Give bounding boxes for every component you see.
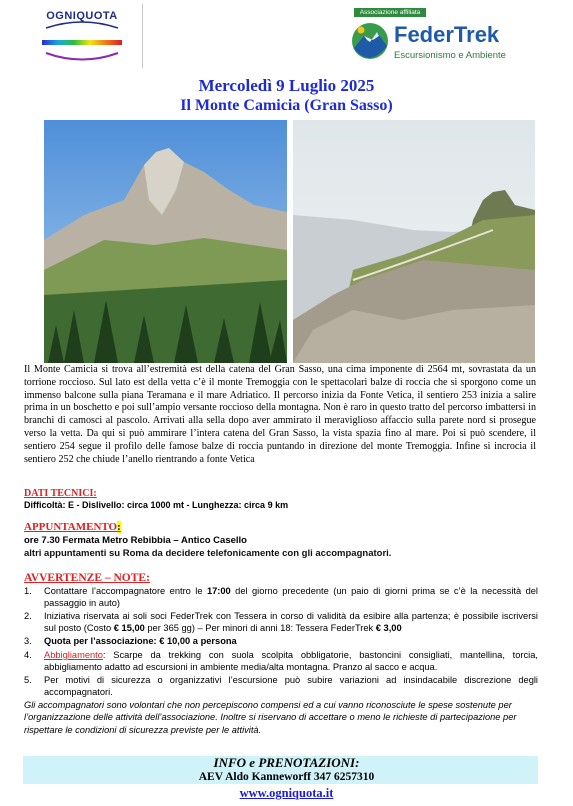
info-title: INFO e PRENOTAZIONI: <box>213 755 360 770</box>
federtrek-badge: Associazione affiliata <box>354 8 426 17</box>
mountain-photo-left <box>44 120 287 363</box>
warning-price: € 3,00 <box>375 622 402 633</box>
tech-data-heading: DATI TECNICI: <box>24 488 97 499</box>
disclaimer-text: Gli accompagnatori sono volontari che non percepiscono compensi ed a cui vanno riconosciute le spese sostenute per l’organizzazione delle attività dell’associazione. Inoltre si riservano di accettare o meno le richieste di partecipazione per rispettare le condizioni di sicurezza previste per le attività. <box>24 700 517 735</box>
warning-number: 1. <box>24 586 32 596</box>
event-date: Mercoledì 9 Luglio 2025 <box>198 76 375 95</box>
mountain-photo-right <box>293 120 535 363</box>
warning-number: 2. <box>24 611 32 622</box>
event-title: Il Monte Camicia (Gran Sasso) <box>180 97 393 114</box>
warning-text: Per motivi di sicurezza o organizzativi l’escursione può subire variazioni ad insindacabile discrezione degli accompagnatori. <box>44 675 538 697</box>
warnings-list <box>24 586 538 698</box>
warning-item <box>24 611 538 634</box>
website-link[interactable]: www.ogniquota.it <box>239 786 334 800</box>
warning-fee: Quota per l’associazione: € 10,00 a persona <box>44 636 237 647</box>
description-text: Il Monte Camicia si trova all’estremità est della catena del Gran Sasso, una cima imponente di 2564 mt, sovrastata da un torrione roccioso. Sul lato est della vetta c’è il monte Tremoggia con le spettacolari balze di roccia che si sporgono come un immenso balcone sulla piana Teramana e il mare Adriatico. Il percorso inizia da Fonte Vetica, il sentiero 253 inizia a salire prima in un boschetto e poi sull’ampio versante roccioso della montagna. Non è raro in questo tratto del percorso imbattersi in branchi di camosci al pascolo. Arrivati alla sella dopo aver ammirato il meraviglioso affaccio sulla parete nord si prosegue verso la vetta. Da qui si può ammirare l’intera catena del Gran Sasso, la vista spazia fino al mare. Poi si può scendere, il sentiero 254 segue il profilo delle famose balze di roccia puntando in direzione del monte Tremoggia. Infine si incrocia il sentiero 252 che chiude l’anello rientrando a fonte Vetica <box>24 364 536 465</box>
warning-text: del giorno precedente (un paio di giorni prima se c’è la necessità del passaggio in auto) <box>44 586 538 608</box>
info-contact: AEV Aldo Kanneworff 347 6257310 <box>198 771 375 783</box>
warning-item <box>24 636 538 648</box>
federtrek-tagline: Escursionismo e Ambiente <box>394 50 506 61</box>
warning-price: € 15,00 <box>113 622 145 633</box>
warning-text: : Scarpe da trekking con suola scolpita obbligatorie, bastoncini consigliati, mantellina, torcia, abbigliamento adatto ad escursioni in ambiente media/alta montagna. Pranzo al sacco e acqua. <box>44 649 538 672</box>
clothing-label: Abbigliamento <box>44 649 103 660</box>
warning-text: Iniziativa riservata ai soli soci FederTrek con Tessera in corso di validità da esibire alla partenza; è possibile iscriversi sul posto (Costo <box>44 611 538 633</box>
ogniquota-logo <box>22 4 142 66</box>
appointment-heading-colon: : <box>117 521 121 533</box>
warning-number: 3. <box>24 636 32 647</box>
warning-item <box>24 586 538 609</box>
federtrek-mountain-icon <box>350 20 390 62</box>
warning-number: 5. <box>24 675 32 686</box>
appointment-time: ore 7.30 Fermata Metro Rebibbia – Antico Casello <box>24 535 247 546</box>
ogniquota-logo-text: OGNIQUOTA <box>46 10 118 22</box>
tech-data-line: Difficoltà: E - Dislivello: circa 1000 mt - Lunghezza: circa 9 km <box>24 500 289 510</box>
warning-time: 17:00 <box>206 586 231 596</box>
appointment-heading-text: APPUNTAMENTO <box>24 521 118 533</box>
warning-item <box>24 650 538 673</box>
appointment-heading <box>24 521 121 533</box>
warning-number: 4. <box>24 649 32 660</box>
header-divider <box>142 4 143 68</box>
appointment-other: altri appuntamenti su Roma da decidere telefonicamente con gli accompagnatori. <box>24 548 392 559</box>
warnings-heading: AVVERTENZE – NOTE: <box>24 572 150 584</box>
warning-item <box>24 675 538 698</box>
federtrek-name: FederTrek <box>394 22 500 47</box>
federtrek-logo <box>350 8 510 70</box>
ogniquota-rainbow-icon <box>40 20 124 64</box>
website-line <box>0 786 573 801</box>
warning-text: Contattare l’accompagnatore entro le <box>44 586 207 596</box>
warning-text: per 365 gg) – Per minori di anni 18: Tessera FederTrek <box>144 622 376 633</box>
